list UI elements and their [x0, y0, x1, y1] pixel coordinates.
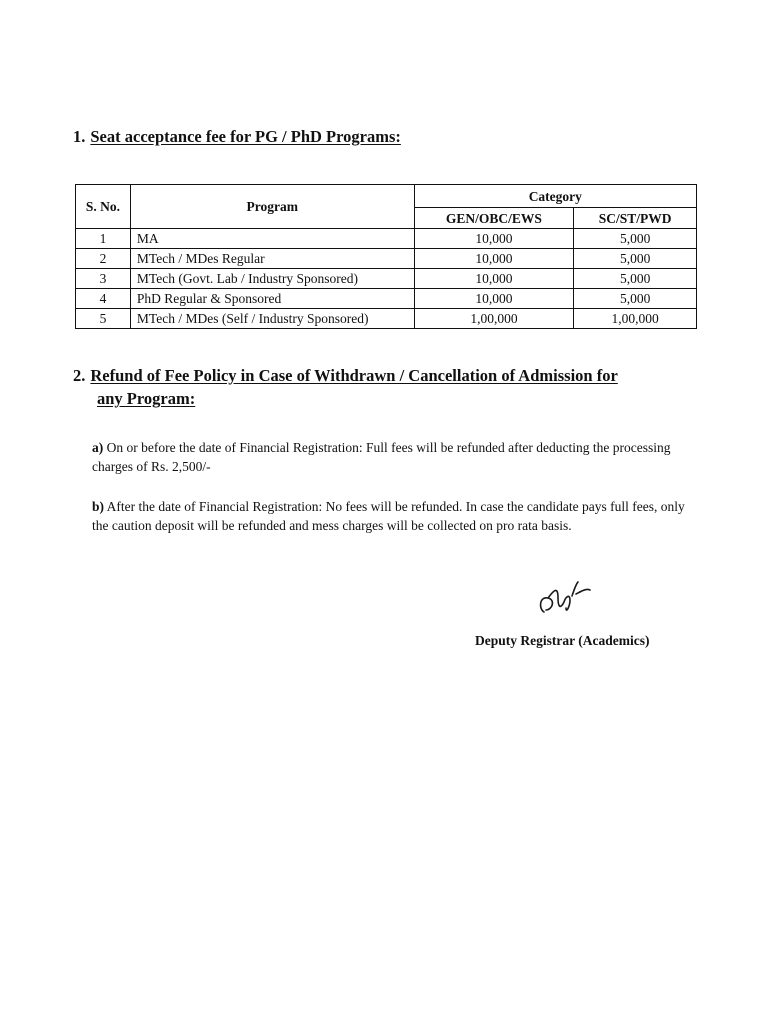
section-2-heading-continued: [97, 389, 195, 408]
cell-gen-fee: 10,000: [414, 289, 574, 309]
section-2-title-line1: Refund of Fee Policy in Case of Withdrawn / Cancellation of Admission for: [90, 366, 618, 385]
header-gen-obc-ews: GEN/OBC/EWS: [414, 208, 574, 229]
signatory-title: Deputy Registrar (Academics): [475, 633, 650, 648]
header-program: Program: [130, 185, 414, 229]
cell-sc-fee: 5,000: [574, 249, 697, 269]
cell-gen-fee: 1,00,000: [414, 309, 574, 329]
section-2-number: 2.: [73, 366, 86, 385]
section-2-title-colon: :: [189, 389, 196, 408]
cell-gen-fee: 10,000: [414, 249, 574, 269]
cell-program: MA: [130, 229, 414, 249]
table-row: [76, 249, 697, 269]
clause-a-label: a): [92, 440, 104, 455]
cell-sno: 1: [76, 229, 131, 249]
seat-acceptance-fee-table: [75, 184, 697, 329]
cell-sno: 3: [76, 269, 131, 289]
cell-sc-fee: 5,000: [574, 269, 697, 289]
cell-gen-fee: 10,000: [414, 269, 574, 289]
cell-sno: 4: [76, 289, 131, 309]
cell-sno: 5: [76, 309, 131, 329]
header-sc-st-pwd: SC/ST/PWD: [574, 208, 697, 229]
cell-sc-fee: 5,000: [574, 289, 697, 309]
table-row: [76, 269, 697, 289]
section-1-number: 1.: [73, 127, 86, 146]
cell-program: MTech / MDes (Self / Industry Sponsored): [130, 309, 414, 329]
header-sno: S. No.: [76, 185, 131, 229]
policy-clause-a: [92, 438, 692, 476]
cell-program: MTech / MDes Regular: [130, 249, 414, 269]
cell-sc-fee: 5,000: [574, 229, 697, 249]
table-row: [76, 229, 697, 249]
handwritten-signature: [536, 576, 602, 618]
policy-clause-b: [92, 497, 692, 535]
section-2-title-line2: any Program: [97, 389, 190, 408]
clause-a-text: On or before the date of Financial Registration: Full fees will be refunded after deducting the processing charges of Rs. 2,500/-: [92, 440, 671, 474]
section-1-heading: [73, 127, 401, 146]
clause-b-text: After the date of Financial Registration: No fees will be refunded. In case the candidate pays full fees, only the caution deposit will be refunded and mess charges will be collected on pro rata basis.: [92, 499, 685, 533]
table-row: [76, 309, 697, 329]
table-row: [76, 289, 697, 309]
section-2-heading: [73, 366, 618, 385]
header-category: Category: [414, 185, 696, 208]
clause-b-label: b): [92, 499, 105, 514]
cell-program: MTech (Govt. Lab / Industry Sponsored): [130, 269, 414, 289]
cell-program: PhD Regular & Sponsored: [130, 289, 414, 309]
cell-sno: 2: [76, 249, 131, 269]
section-1-title: Seat acceptance fee for PG / PhD Programs:: [90, 127, 401, 146]
cell-gen-fee: 10,000: [414, 229, 574, 249]
cell-sc-fee: 1,00,000: [574, 309, 697, 329]
